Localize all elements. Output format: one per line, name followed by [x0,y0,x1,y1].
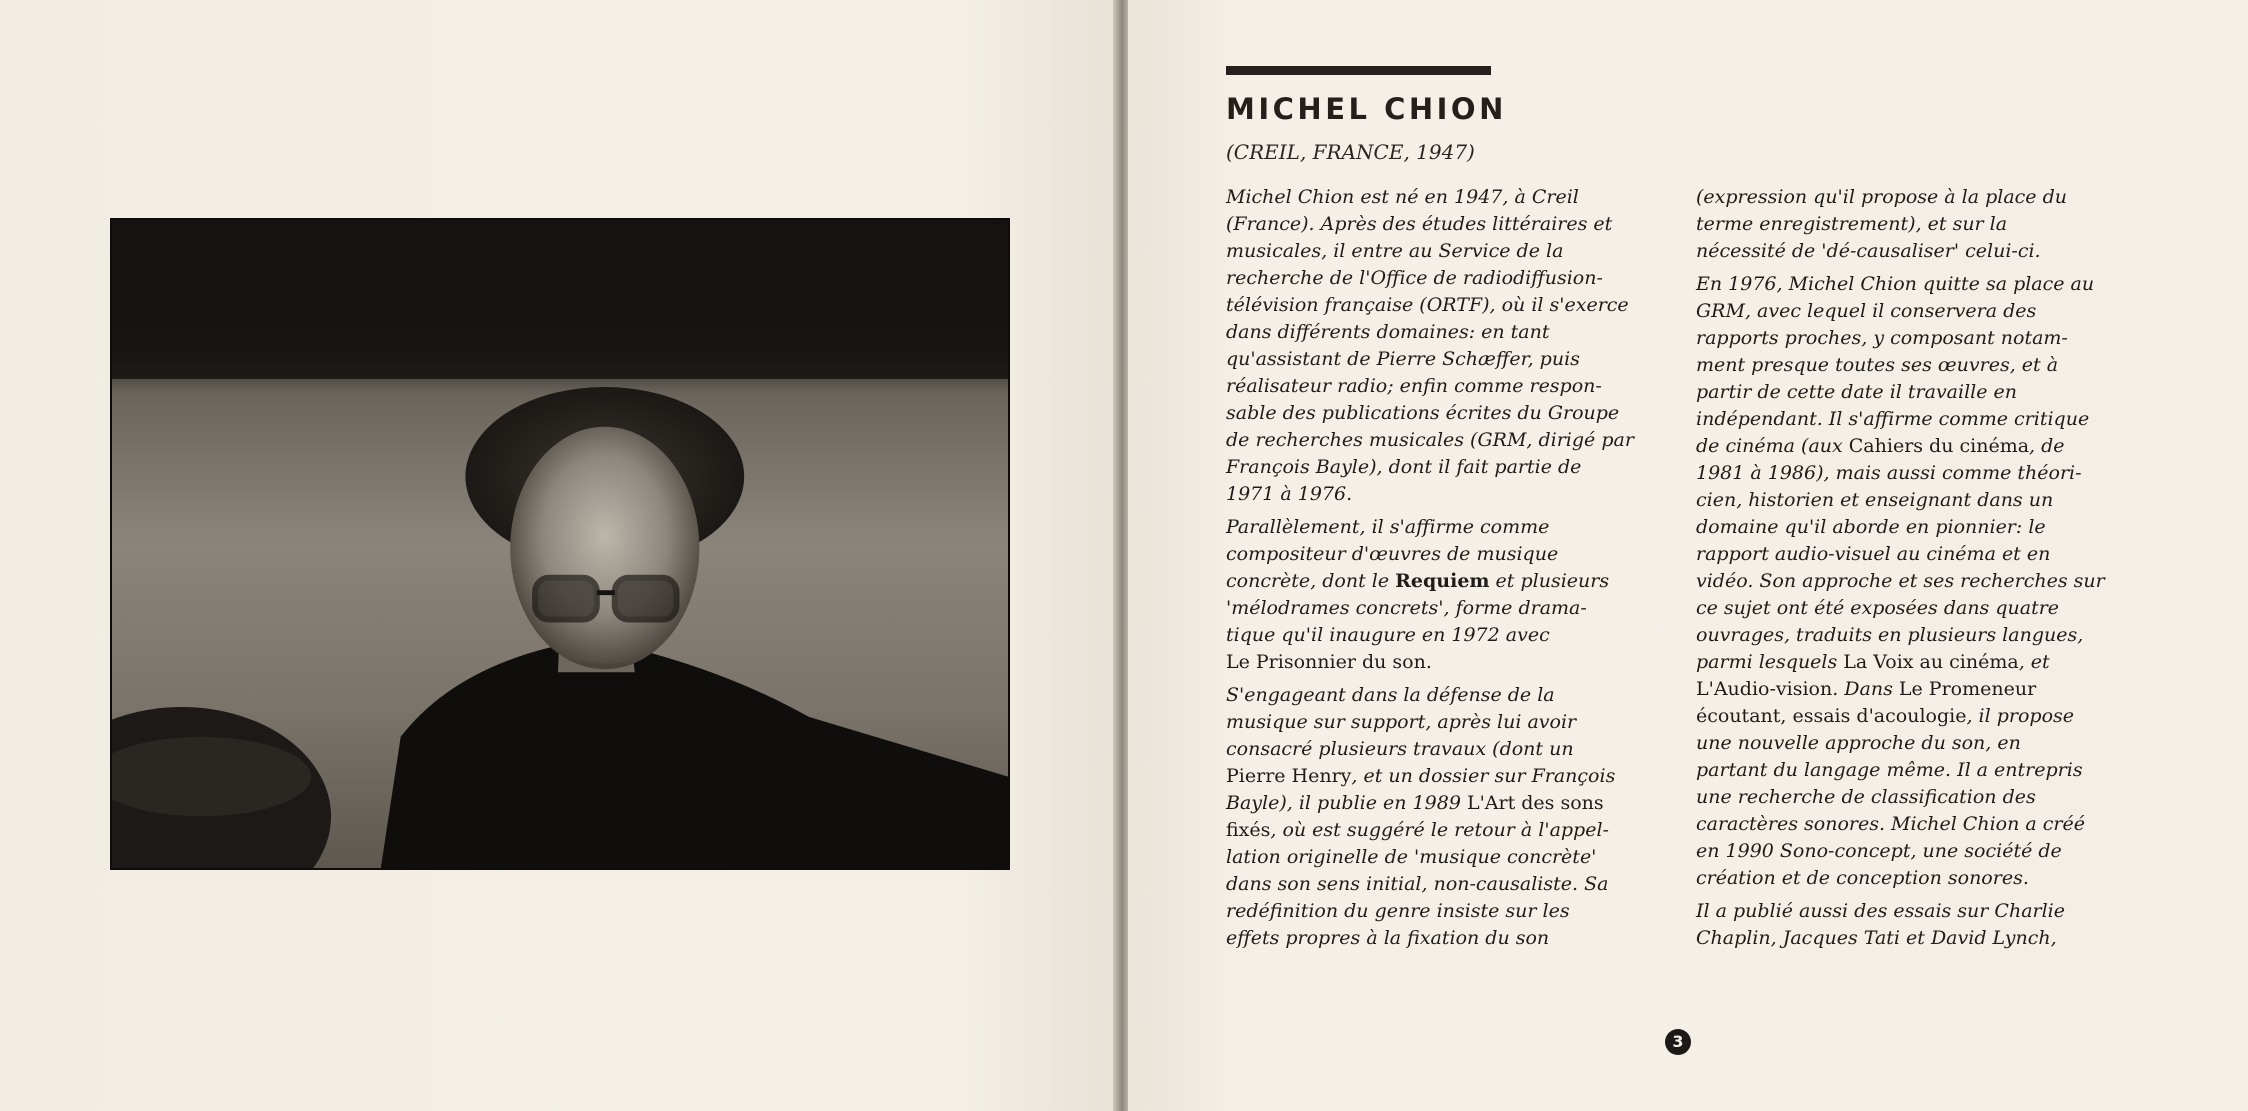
portrait-photo [110,218,1010,870]
work-title: Cahiers du cinéma [1848,435,2030,457]
bio-paragraph-5: En 1976, Michel Chion quitte sa place au GRM, avec lequel il conservera des rapports proches, y composant notam- ment presque toutes ses œuvres, et à partir de cette date il travaille en indépendant. Il s'affirme comme critique de cinéma (aux Cahiers du cinéma, de 1981 à 1986), mais aussi comme théori- cien, historien et enseignant dans un domaine qu'il aborde en pionnier: le rapport audio-visuel au cinéma et en vidéo. Son approche et ses recherches sur ce sujet ont été exposées dans quatre ouvrages, traduits en plusieurs langues, parmi lesquels La Voix au cinéma, et L'Audio-vision. Dans Le Promeneur écoutant, essais d'acoulogie, il propose une nouvelle approche du son, en partant du langage même. Il a entrepris une recherche de classification des caractères sonores. Michel Chion a créé en 1990 Sono-concept, une société de création et de conception sonores. [1696,273,2105,889]
work-title: L'Audio-vision [1696,678,1833,700]
composer-name: MICHEL CHION [1226,92,1507,126]
heading-rule [1226,66,1491,75]
bio-paragraph-3: S'engageant dans la défense de la musique sur support, après lui avoir consacré plusieurs travaux (dont un Pierre Henry, et un dossier sur François Bayle), il publie en 1989 L'Art des sons fixés, où est suggéré le retour à l'appel- lation originelle de 'musique concrète' dans son sens initial, non-causaliste. Sa redéfinition du genre insiste sur les effets propres à la fixation du son [1226,684,1616,949]
biography-column-2 [1696,184,2136,958]
requiem-title: Requiem [1395,570,1490,592]
bio-paragraph-2: Parallèlement, il s'affirme comme compositeur d'œuvres de musique concrète, dont le Requiem et plusieurs 'mélodrames concrets', forme drama- tique qu'il inaugure en 1972 avec Le Prisonnier du son. [1226,516,1610,673]
work-title: La Voix au cinéma [1843,651,2019,673]
work-title: Pierre Henry [1226,765,1352,787]
work-title: Le Promeneur écoutant, essais d'acoulogie [1696,678,2037,727]
composer-origin: (CREIL, FRANCE, 1947) [1226,140,1475,164]
work-title: Le Prisonnier du son. [1226,651,1432,673]
bio-paragraph-1: Michel Chion est né en 1947, à Creil (France). Après des études littéraires et musicales, il entre au Service de la recherche de l'Office de radiodiffusion- télévision française (ORTF), où il s'exerce dans différents domaines: en tant qu'assistant de Pierre Schæffer, puis réalisateur radio; enfin comme respon- sable des publications écrites du Groupe de recherches musicales (GRM, dirigé par François Bayle), dont il fait partie de 1971 à 1976. [1226,186,1634,505]
bio-paragraph-6: Il a publié aussi des essais sur Charlie Chaplin, Jacques Tati et David Lynch, [1696,900,2065,949]
portrait-photo-image [112,220,1008,868]
work-title: L'Art des sons fixés [1226,792,1604,841]
left-page [0,0,1118,1111]
bio-paragraph-4: (expression qu'il propose à la place du terme enregistrement), et sur la nécessité de 'dé-causaliser' celui-ci. [1696,186,2067,262]
biography-column-1 [1226,184,1666,958]
page-number-badge: 3 [1665,1029,1691,1055]
